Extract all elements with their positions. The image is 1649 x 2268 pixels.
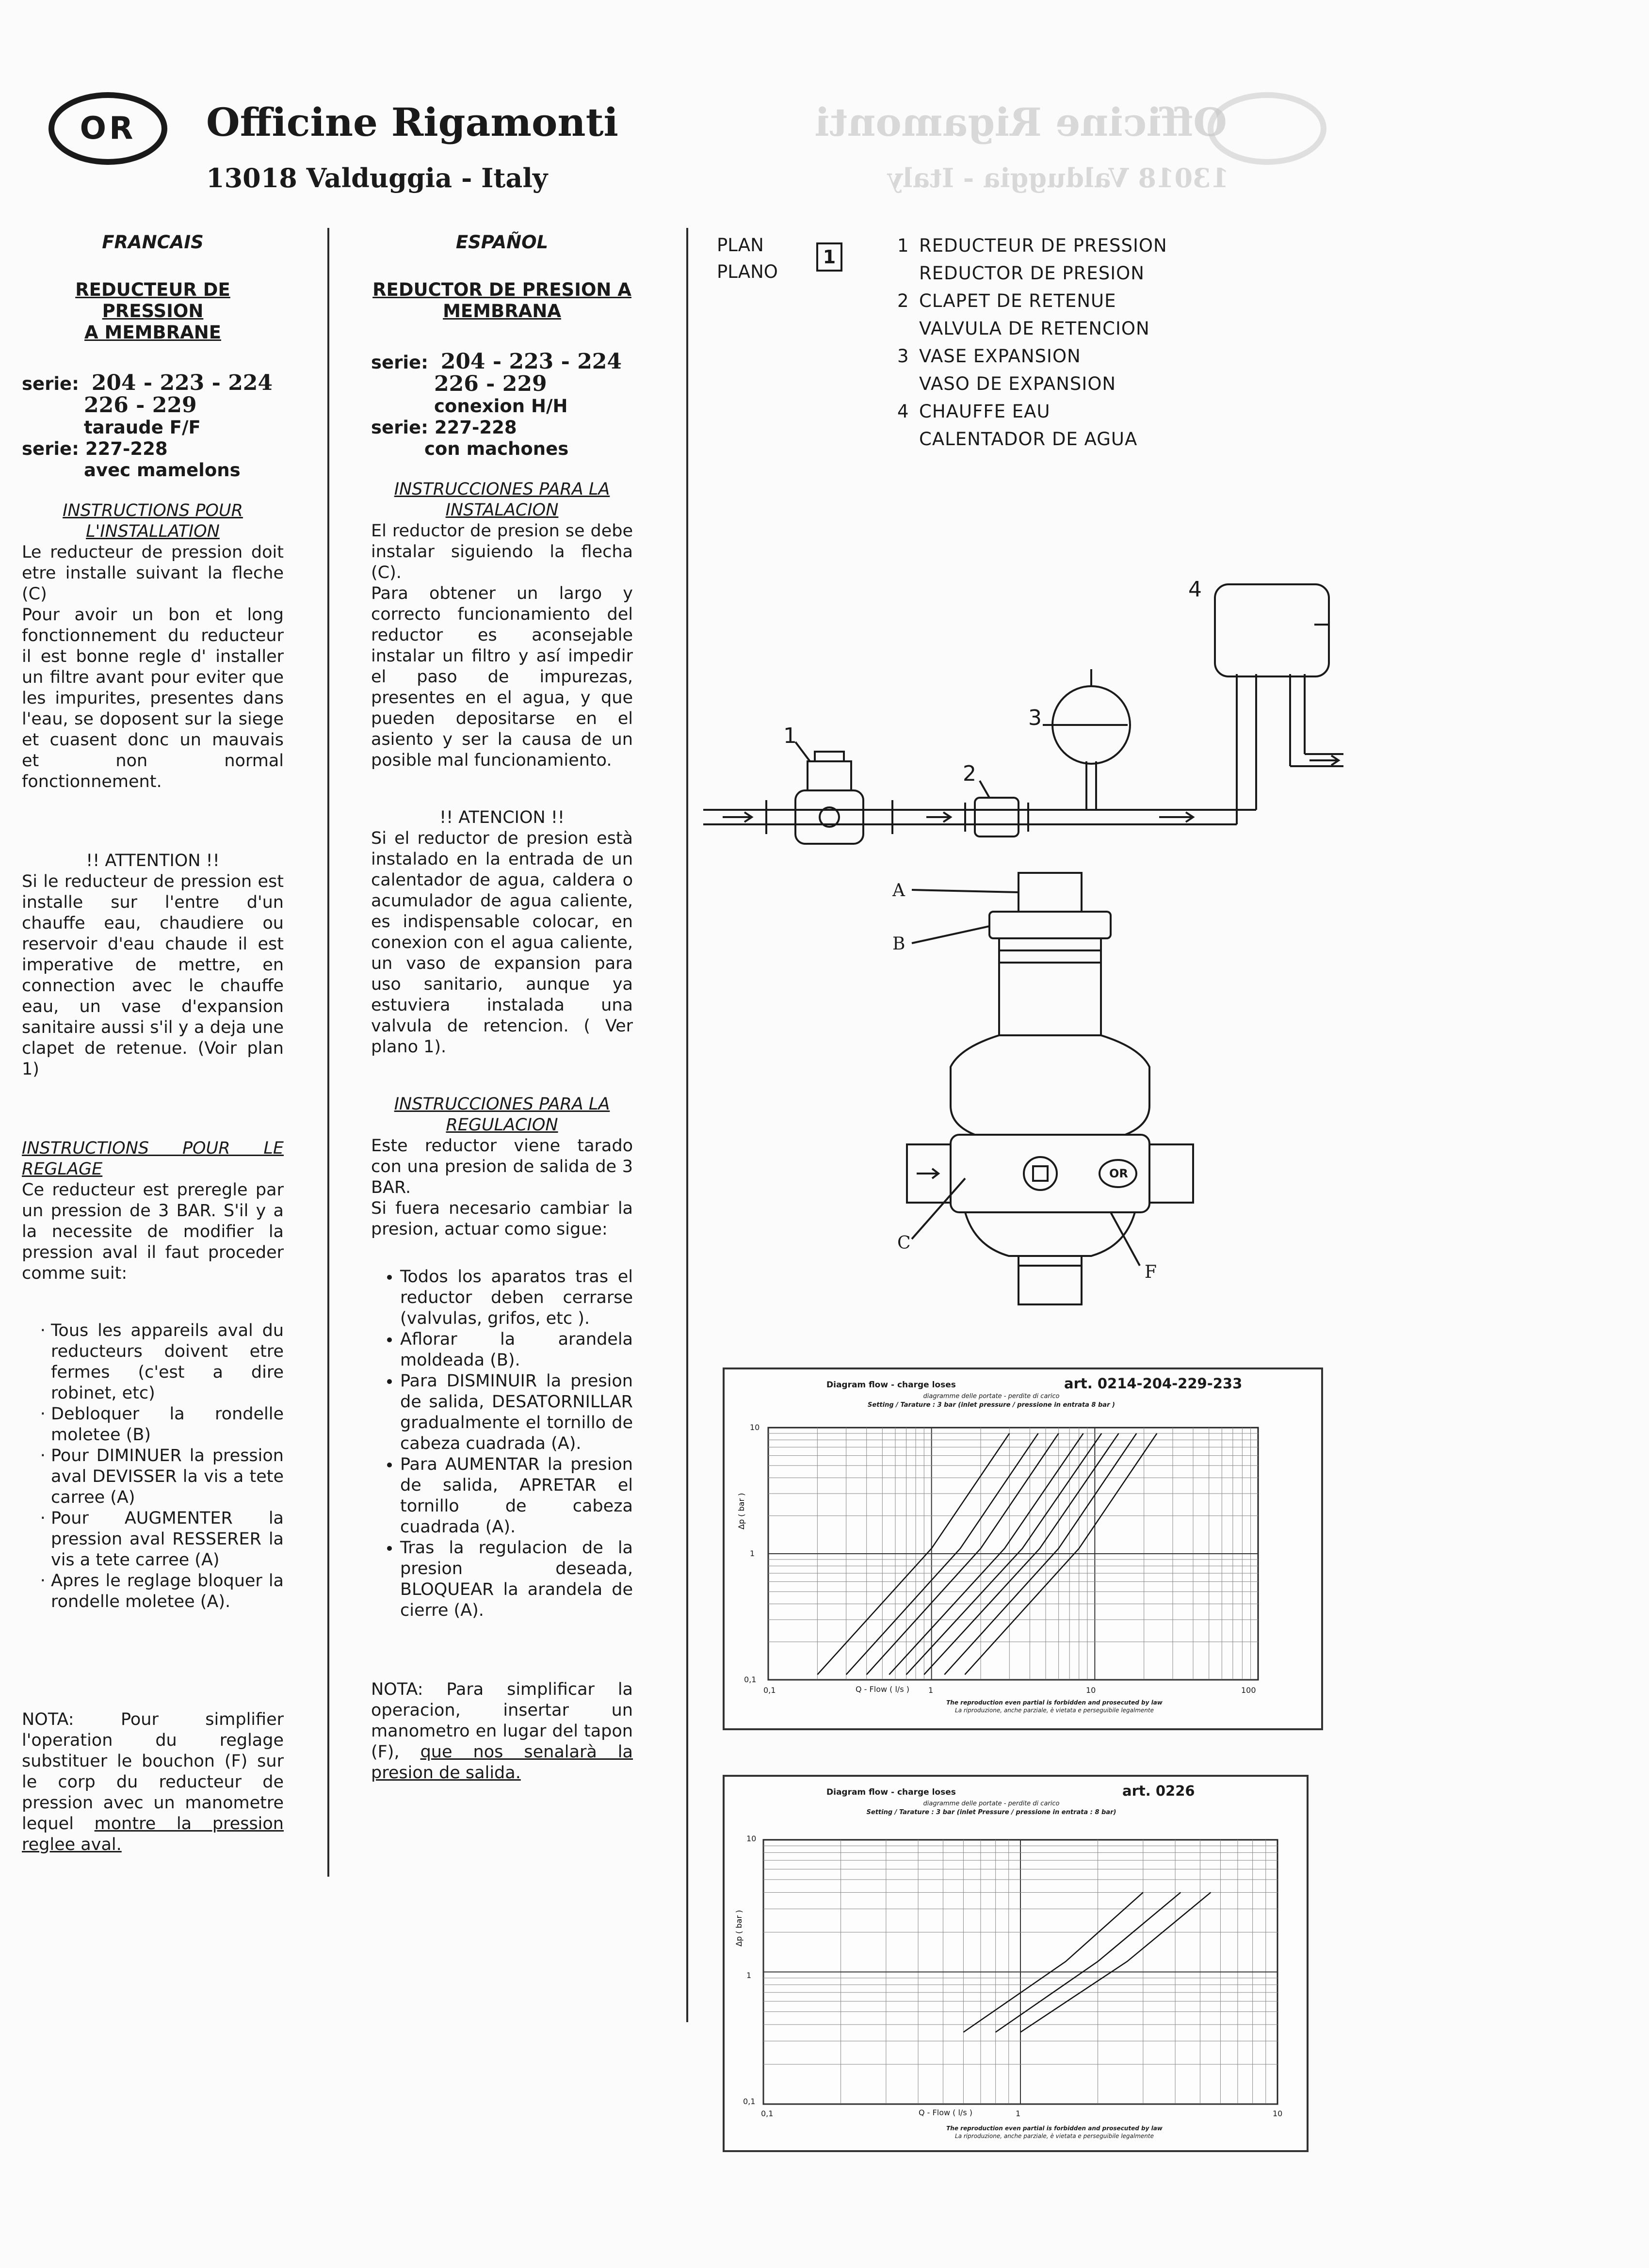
list-item: • Para AUMENTAR la presion de salida, APRETAR el tornillo de cabeza cuadrada (A). [400, 1454, 633, 1538]
valve-label-c: C [897, 1233, 911, 1253]
chart2-ytick: 1 [746, 1971, 752, 1980]
list-item: · Apres le reglage bloquer la rondelle moletee (A). [51, 1571, 284, 1612]
chart2-ytick: 0,1 [743, 2097, 756, 2106]
list-item: · Debloquer la rondelle moletee (B) [51, 1404, 284, 1446]
chart1-sub1: diagramme delle portate - perdite di carico [923, 1393, 1060, 1400]
espanol-serie-line1: serie: 204 - 223 - 224 [371, 349, 622, 374]
list-item: • Aflorar la arandela moldeada (B). [400, 1329, 633, 1371]
francais-title-line1: REDUCTEUR DE PRESSION [75, 279, 230, 322]
chart2-ylabel: Δp ( bar ) [734, 1910, 744, 1946]
espanol-nota: NOTA: Para simplificar la operacion, insertar un manometro en lugar del tapon (F), que nos senalarà la presion de salida. [371, 1680, 633, 1783]
francais-attention: !! ATTENTION !! [86, 851, 220, 870]
legend-row: VALVULA DE RETENCION [919, 318, 1150, 339]
column-divider-1 [327, 228, 329, 1877]
francais-column [22, 232, 284, 1855]
list-item: · Tous les appareils aval du reducteurs doivent etre fermes (c'est a dire robinet, etc) [51, 1320, 284, 1404]
legend-row: 3 VASE EXPANSION [897, 346, 1081, 367]
column-divider-2 [686, 228, 688, 2022]
flow-curve [996, 1892, 1181, 2032]
chart2-xtick: 10 [1273, 2109, 1283, 2118]
chart2-ytick: 10 [746, 1834, 757, 1843]
flow-curve [963, 1892, 1143, 2032]
espanol-install-title2: INSTALACION [445, 500, 559, 520]
espanol-attention: !! ATENCION !! [439, 808, 565, 827]
list-item: • Para DISMINUIR la presion de salida, DESATORNILLAR gradualmente el tornillo de cabeza cuadrada (A). [400, 1371, 633, 1454]
chart2-xtick: 1 [1016, 2109, 1021, 2118]
francais-install-text: Le reducteur de pression doit etre installe suivant la fleche (C) [22, 543, 284, 604]
plan-legend [897, 232, 1167, 453]
chart2-foot2: La riproduzione, anche parziale, è vietata e perseguibile legalmente [955, 2133, 1154, 2139]
list-item: • Tras la regulacion de la presion deseada, BLOQUEAR la arandela de cierre (A). [400, 1538, 633, 1621]
valve-label-b: B [892, 934, 905, 954]
list-item: • Todos los aparatos tras el reductor deben cerrarse (valvulas, grifos, etc ). [400, 1267, 633, 1329]
plan-label [717, 232, 778, 285]
diagram-callout-4: 4 [1188, 577, 1202, 602]
valve-diagram [854, 863, 1251, 1329]
espanol-heading: ESPAÑOL [455, 232, 549, 253]
plan-label-es: PLANO [717, 261, 778, 282]
francais-heading: FRANCAIS [102, 232, 204, 253]
plan-label-fr: PLAN [717, 235, 764, 256]
list-item: · Pour AUGMENTER la pression aval RESSERER la vis a tete carree (A) [51, 1508, 284, 1571]
espanol-install-text: El reductor de presion se debe instalar siguiendo la flecha (C). [371, 521, 633, 582]
francais-reg-title2: REGLAGE [22, 1159, 103, 1179]
legend-row: 1 REDUCTEUR DE PRESSION [897, 235, 1167, 256]
espanol-reg-text2: Si fuera necesario cambiar la presion, actuar como sigue: [371, 1199, 633, 1239]
espanol-serie-connection: conexion H/H [434, 396, 568, 417]
diagram-callout-1: 1 [783, 724, 797, 748]
chart1-foot2: La riproduzione, anche parziale, è vietata e perseguibile legalmente [955, 1707, 1154, 1714]
chart2-xlabel: Q - Flow ( l/s ) [919, 2108, 972, 2117]
chart1-xtick: 10 [1086, 1686, 1096, 1695]
legend-row: 2 CLAPET DE RETENUE [897, 290, 1116, 311]
francais-install-text2: Pour avoir un bon et long fonctionnement du reducteur il est bonne regle d' installer un filtre avant pour eviter que les impurites, presentes dans l'eau, se doposent sur la siege et cuasent donc un mauvais et non normal fonctionnement. [22, 605, 284, 791]
valve-label-a: A [892, 881, 905, 901]
francais-serie-connection: taraude F/F [84, 417, 201, 438]
chart1-ytick: 10 [750, 1423, 760, 1432]
francais-reg-bullets [22, 1320, 284, 1612]
espanol-title-line2: MEMBRANA [443, 301, 561, 322]
chart1-ylabel: Δp ( bar ) [737, 1493, 746, 1529]
espanol-serie-connection2: con machones [424, 438, 569, 459]
diagram-callout-3: 3 [1028, 706, 1042, 730]
flow-curve [1020, 1892, 1211, 2032]
chart2-sub2: Setting / Tarature : 3 bar (inlet Pressure / pressione in entrata : 8 bar) [866, 1809, 1116, 1816]
chart1-ytick: 0,1 [744, 1675, 757, 1684]
chart1-xlabel: Q - Flow ( l/s ) [856, 1685, 909, 1694]
legend-row: 4 CHAUFFE EAU [897, 401, 1051, 422]
bleed-through-logo [1208, 92, 1326, 165]
espanol-attention-text: Si el reductor de presion està instalado en la entrada de un calentador de agua, caldera o acumulador de agua caliente, es indispensable colocar, en conexion con el agua caliente, un vaso de expansion para uso sanitario, aunque ya estuviera instalada una valvula de retencion. ( Ver plano 1). [371, 829, 633, 1057]
francais-reg-title1: INSTRUCTIONS POUR LE [22, 1139, 284, 1158]
chart1-ytick: 1 [750, 1549, 755, 1558]
francais-reg-text: Ce reducteur est preregle par un pression de 3 BAR. S'il y a la necessite de modifier la pression aval il faut proceder comme suit: [22, 1180, 284, 1283]
bleed-through-company: Officine Rigamonti [815, 99, 1227, 145]
espanol-reg-title1: INSTRUCCIONES PARA LA [394, 1094, 610, 1114]
chart2-xtick: 0,1 [761, 2109, 774, 2118]
espanol-serie-line3: serie: 227-228 [371, 417, 517, 438]
chart2-foot1: The reproduction even partial is forbidden and prosecuted by law [946, 2125, 1163, 2132]
espanol-title-line1: REDUCTOR DE PRESION A [372, 279, 631, 300]
company-name: Officine Rigamonti [206, 99, 618, 145]
espanol-reg-text: Este reductor viene tarado con una presion de salida de 3 BAR. [371, 1136, 633, 1197]
flow-chart-2 [723, 1775, 1309, 2152]
legend-row: REDUCTOR DE PRESION [919, 263, 1145, 284]
francais-install-title1: INSTRUCTIONS POUR [63, 501, 243, 520]
chart1-sub2: Setting / Tarature : 3 bar (inlet pressure / pressione in entrata 8 bar ) [868, 1401, 1115, 1409]
chart1-xtick: 0,1 [763, 1686, 776, 1695]
chart2-sub1: diagramme delle portate - perdite di carico [923, 1800, 1060, 1807]
francais-attention-text: Si le reducteur de pression est installe sur l'entre d'un chauffe eau, chaudiere ou reservoir d'eau chaude il est imperative de mettre, en connection avec le chauffe eau, un vase d'expansion sanitaire aussi s'il y a deja une clapet de retenue. (Voir plan 1) [22, 872, 284, 1079]
chart1-foot1: The reproduction even partial is forbidden and prosecuted by law [946, 1699, 1163, 1706]
francais-serie-connection2: avec mamelons [84, 460, 241, 481]
flow-chart-1 [723, 1367, 1323, 1730]
plan-number-box: 1 [816, 242, 842, 272]
chart1-art: art. 0214-204-229-233 [1064, 1375, 1243, 1392]
chart1-plot [725, 1369, 1321, 1728]
valve-label-f: F [1145, 1262, 1157, 1282]
francais-serie-line1: serie: 204 - 223 - 224 [22, 370, 273, 395]
espanol-reg-title2: REGULACION [446, 1115, 558, 1135]
francais-install-title2: L'INSTALLATION [86, 522, 220, 541]
espanol-serie-line2: 226 - 229 [434, 371, 547, 396]
legend-row: VASO DE EXPANSION [919, 373, 1116, 394]
company-logo [48, 92, 167, 165]
diagram-callout-2: 2 [963, 761, 976, 786]
valve-logo-text: OR [1109, 1167, 1128, 1180]
espanol-install-text2: Para obtener un largo y correcto funcionamiento del reductor es aconsejable instalar un filtro y así impedir el paso de impurezas, presentes en el agua, y que pueden depositarse en el asiento y ser la causa de un posible mal funcionamiento. [371, 584, 633, 770]
installation-diagram [694, 533, 1567, 873]
espanol-install-title1: INSTRUCCIONES PARA LA [394, 480, 610, 499]
francais-serie-line2: 226 - 229 [84, 393, 197, 418]
chart1-title: Diagram flow - charge loses [826, 1380, 956, 1390]
bleed-through-address: 13018 Valduggia - Italy [888, 162, 1229, 193]
espanol-reg-bullets [371, 1267, 633, 1621]
francais-nota: NOTA: Pour simplifier l'operation du reglage substituer le bouchon (F) sur le corp du reducteur de pression avec un manometre lequel montre la pression reglee aval. [22, 1710, 284, 1854]
company-address: 13018 Valduggia - Italy [206, 162, 548, 193]
chart2-plot [725, 1777, 1307, 2150]
francais-title-line2: A MEMBRANE [84, 322, 221, 343]
list-item: · Pour DIMINUER la pression aval DEVISSER la vis a tete carree (A) [51, 1446, 284, 1508]
chart1-xtick: 100 [1241, 1686, 1256, 1695]
francais-serie-line3: serie: 227-228 [22, 438, 168, 459]
chart2-art: art. 0226 [1122, 1783, 1195, 1799]
espanol-column [371, 232, 633, 1784]
chart2-title: Diagram flow - charge loses [826, 1787, 956, 1797]
logo-text: OR [80, 111, 136, 146]
chart1-xtick: 1 [928, 1686, 934, 1695]
legend-row: CALENTADOR DE AGUA [919, 429, 1138, 450]
